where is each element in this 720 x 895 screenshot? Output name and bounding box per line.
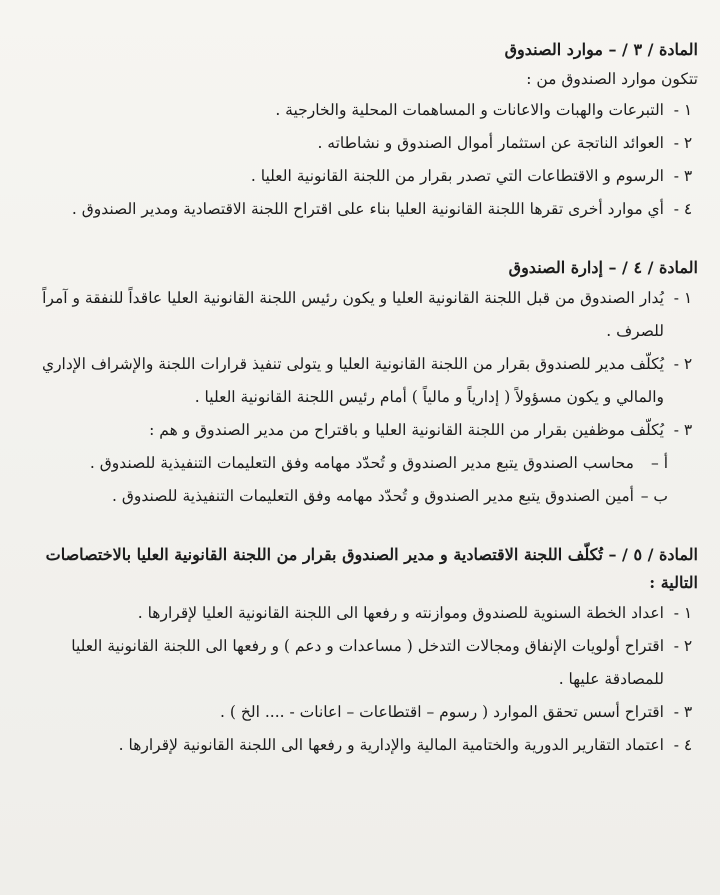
spacer	[20, 513, 702, 541]
item-number: ١ -	[673, 101, 693, 119]
item-text: أي موارد أخرى تقرها اللجنة القانونية العليا بناء على اقتراح اللجنة الاقتصادية ومدير الصندوق .	[71, 200, 664, 218]
item-text: يُدار الصندوق من قبل اللجنة القانونية العليا و يكون رئيس اللجنة القانونية العليا عاقداً للنفقة و آمراً للصرف .	[42, 289, 664, 340]
item-number: ٢ -	[673, 134, 693, 152]
list-item	[20, 729, 702, 762]
list-item	[20, 193, 702, 226]
spacer	[20, 226, 702, 254]
item-number: ٣ -	[673, 167, 693, 185]
list-item	[20, 94, 702, 127]
sub-item-text: محاسب الصندوق يتبع مدير الصندوق و تُحدّد مهامه وفق التعليمات التنفيذية للصندوق .	[89, 454, 634, 472]
article-4-heading: المادة / ٤ / – إدارة الصندوق	[508, 258, 698, 277]
article-3-intro: تتكون موارد الصندوق من :	[526, 70, 698, 88]
list-item	[20, 160, 702, 193]
article-3	[20, 36, 702, 226]
list-item	[20, 630, 702, 696]
item-number: ١ -	[673, 289, 693, 307]
article-5-heading: المادة / ٥ / – تُكلّف اللجنة الاقتصادية و مدير الصندوق بقرار من اللجنة القانونية العليا بالاختصاصات التالية :	[45, 545, 698, 592]
list-item	[20, 597, 702, 630]
item-text: التبرعات والهبات والاعانات و المساهمات المحلية والخارجية .	[275, 101, 664, 119]
item-number: ٣ -	[673, 421, 693, 439]
list-item	[20, 414, 702, 447]
sub-item-text: أمين الصندوق يتبع مدير الصندوق و تُحدّد مهامه وفق التعليمات التنفيذية للصندوق .	[112, 487, 634, 505]
list-item	[20, 282, 702, 348]
item-text: اعتماد التقارير الدورية والختامية المالية والإدارية و رفعها الى اللجنة القانونية لإقرارها .	[118, 736, 664, 754]
item-text: الرسوم و الاقتطاعات التي تصدر بقرار من اللجنة القانونية العليا .	[250, 167, 664, 185]
item-text: يُكلّف موظفين بقرار من اللجنة القانونية العليا و باقتراح من مدير الصندوق و هم :	[149, 421, 664, 439]
item-text: اعداد الخطة السنوية للصندوق وموازنته و رفعها الى اللجنة القانونية العليا لإقرارها .	[137, 604, 664, 622]
item-number: ٤ -	[673, 736, 693, 754]
sub-item	[20, 480, 702, 513]
item-number: ٣ -	[673, 703, 693, 721]
article-4	[20, 254, 702, 513]
sub-item-letter: أ –	[651, 454, 668, 472]
sub-item-letter: ب –	[640, 487, 668, 505]
list-item	[20, 127, 702, 160]
sub-item	[20, 447, 702, 480]
article-5	[20, 541, 702, 762]
item-text: اقتراح أولويات الإنفاق ومجالات التدخل ( مساعدات و دعم ) و رفعها الى اللجنة القانونية العليا للمصادقة عليها .	[71, 637, 664, 688]
item-text: اقتراح أسس تحقق الموارد ( رسوم – اقتطاعات – اعانات - .... الخ ) .	[220, 703, 664, 721]
list-item	[20, 348, 702, 414]
item-number: ١ -	[673, 604, 693, 622]
article-3-heading: المادة / ٣ / – موارد الصندوق	[504, 40, 698, 59]
item-number: ٢ -	[673, 637, 693, 655]
item-text: العوائد الناتجة عن استثمار أموال الصندوق و نشاطاته .	[317, 134, 664, 152]
item-number: ٤ -	[673, 200, 693, 218]
item-text: يُكلّف مدير للصندوق بقرار من اللجنة القانونية العليا و يتولى تنفيذ قرارات اللجنة والإشراف الإداري والمالي و يكون مسؤولاً ( إدارياً و مالياً ) أمام رئيس اللجنة القانونية العليا .	[41, 355, 664, 406]
item-number: ٢ -	[673, 355, 693, 373]
list-item	[20, 696, 702, 729]
